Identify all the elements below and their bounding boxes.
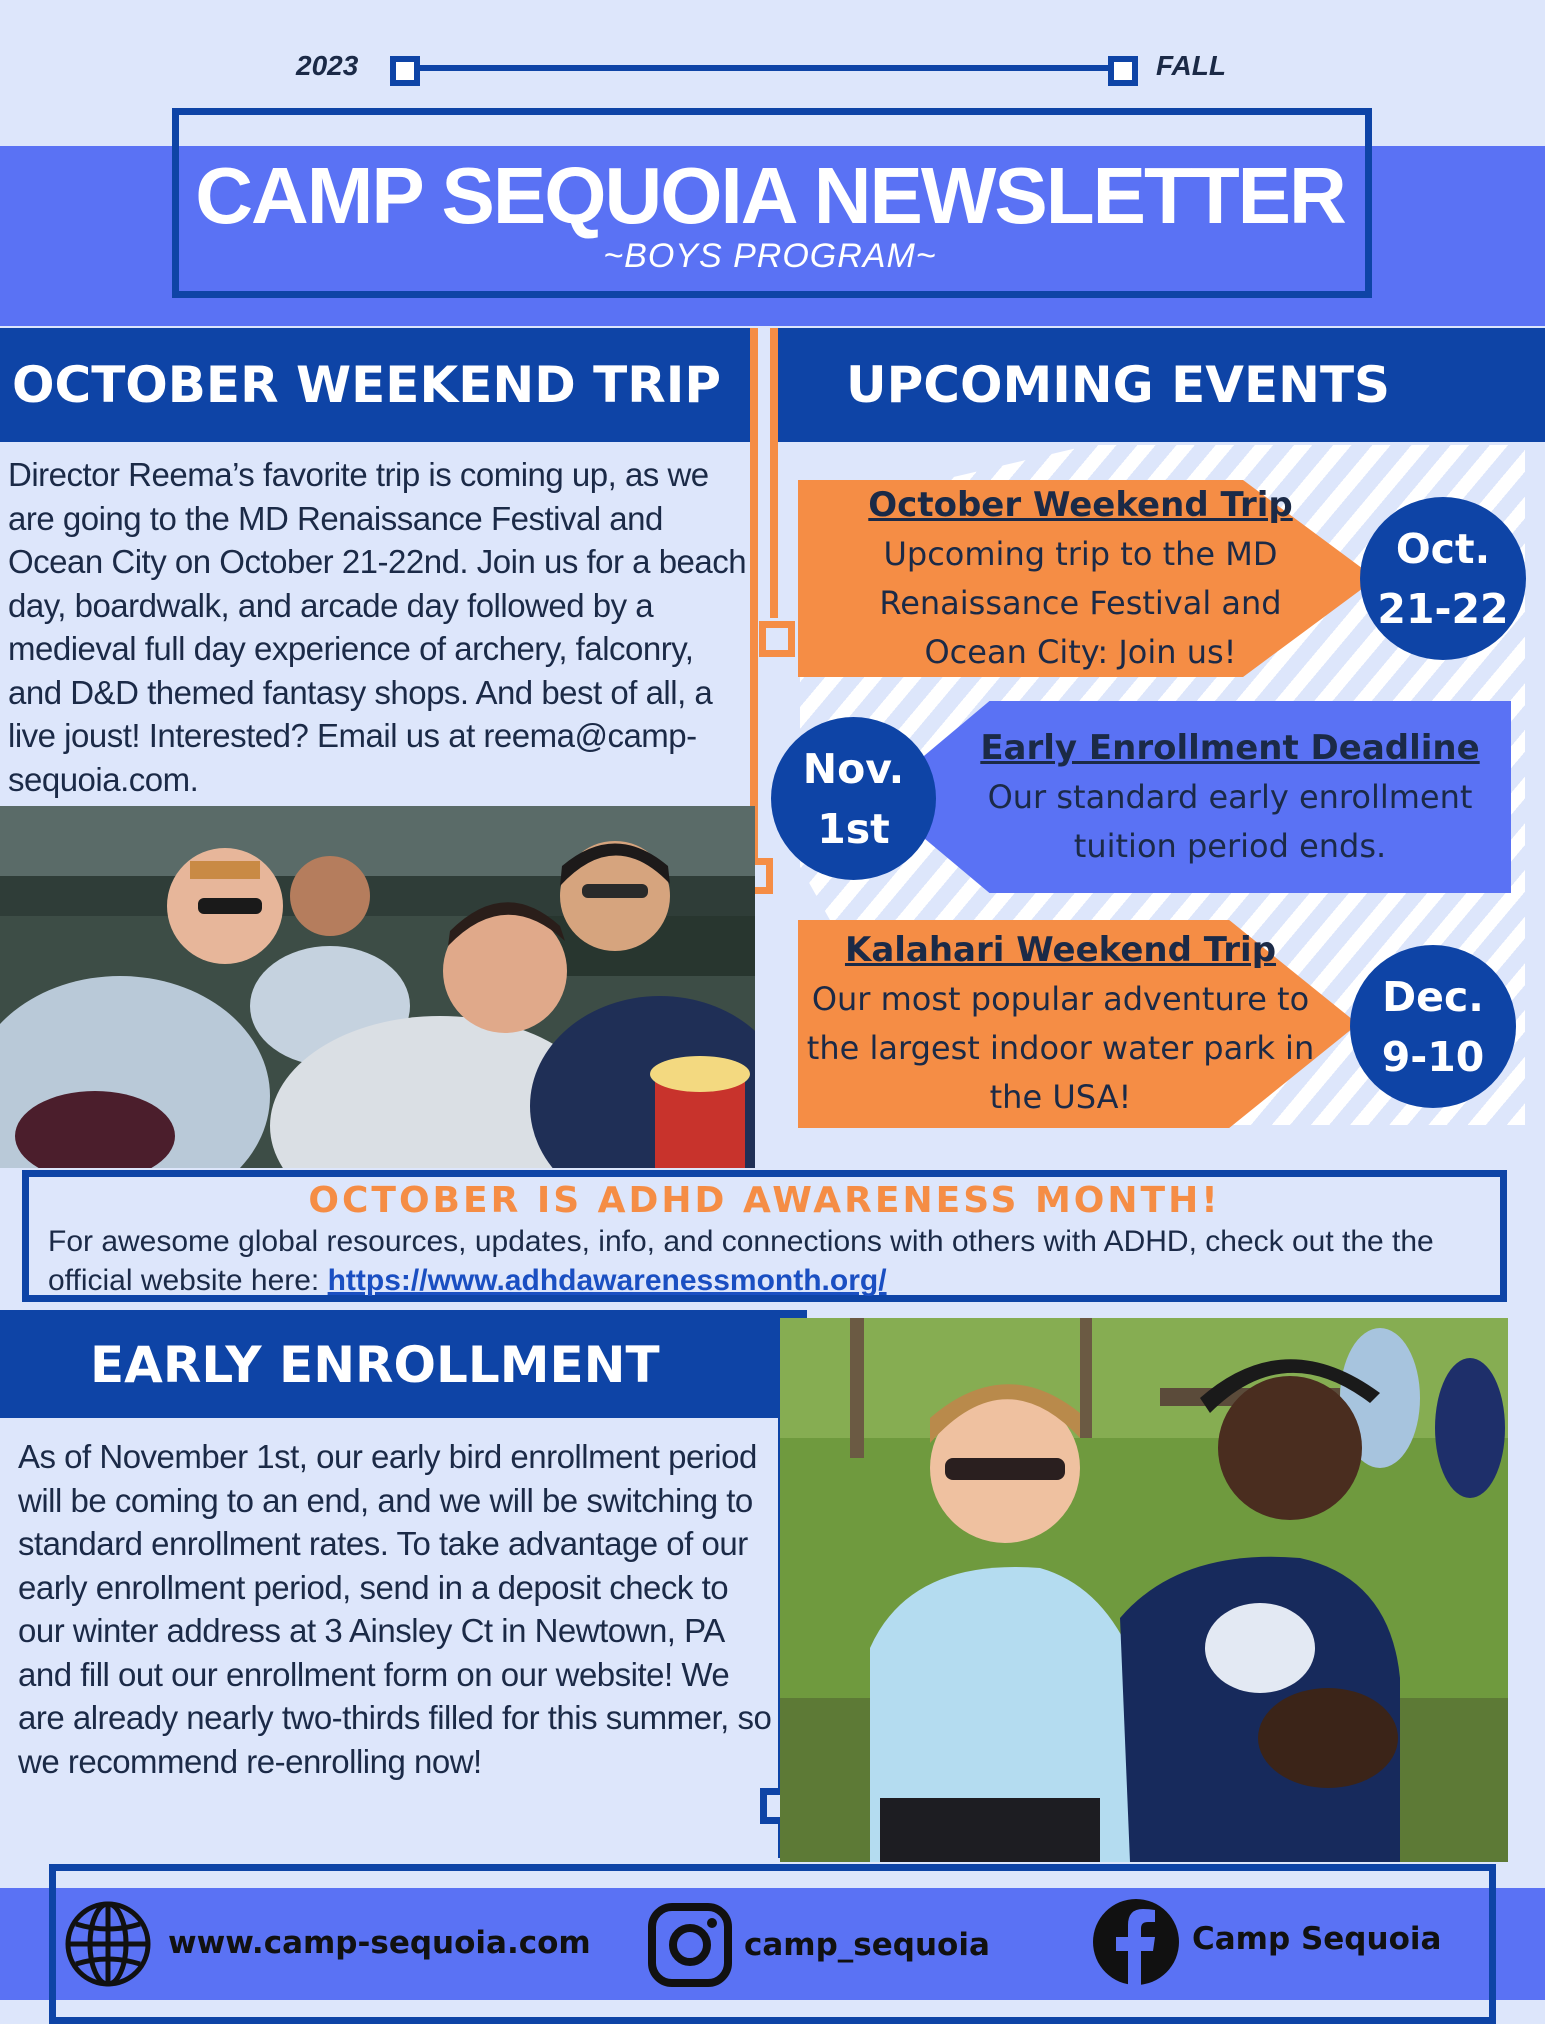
newsletter-title: CAMP SEQUOIA NEWSLETTER [195,151,1345,240]
event-desc-3: Our most popular adventure to the largest indoor water park in the USA! [806,980,1315,1116]
timeline-start-marker [390,56,420,86]
event-date-3-month: Dec. [1382,972,1484,1021]
connector-marker-1 [759,621,795,657]
divider-line-right [770,328,778,618]
campers-park-photo-graphic [780,1318,1508,1862]
adhd-body [48,1222,1478,1300]
event-date-1-month: Oct. [1395,524,1491,573]
event-date-1 [1360,497,1526,660]
instagram-icon [648,1903,732,1987]
upcoming-events-bar [778,328,1545,442]
season-label: FALL [1156,50,1226,81]
divider-line-left [750,328,758,868]
enrollment-heading: EARLY ENROLLMENT [90,1336,660,1394]
event-title-2: Early Enrollment Deadline [980,727,1480,768]
event-date-2-day: 1st [817,804,890,853]
facebook-icon-graphic [1093,1899,1179,1985]
adhd-heading: OCTOBER IS ADHD AWARENESS MONTH! [308,1180,1221,1221]
instagram-handle[interactable]: camp_sequoia [744,1927,990,1963]
campers-park-photo [780,1318,1508,1862]
facebook-icon [1093,1899,1179,1985]
event-date-3 [1350,945,1516,1108]
enrollment-bar [0,1310,807,1418]
globe-icon [64,1900,152,1988]
event-desc-2: Our standard early enrollment tuition period ends. [987,777,1473,865]
timeline-line [420,65,1110,71]
instagram-icon-graphic [648,1903,732,1987]
campers-stadium-photo-graphic [0,806,755,1168]
event-date-2 [771,717,936,880]
timeline-end-marker [1108,56,1138,86]
adhd-body-text: For awesome global resources, updates, info, and connections with others with ADHD, check out the the official website here: [48,1225,1434,1297]
event-date-3-day: 9-10 [1381,1032,1485,1081]
event-date-2-month: Nov. [802,744,905,793]
event-title-3: Kalahari Weekend Trip [844,930,1277,970]
event-date-1-day: 21-22 [1377,584,1509,633]
enrollment-body: As of November 1st, our early bird enrollment period will be coming to an end, and we will be switching to standard enrollment rates. To take advantage of our early enrollment period, send in a deposit check to our winter address at 3 Ainsley Ct in Newtown, PA and fill out our enrollment form on our website! We are already nearly two-thirds filled for this summer, so we recommend re-enrolling now! [18,1438,772,1780]
event-card-1[interactable] [798,480,1363,677]
website-link[interactable]: www.camp-sequoia.com [168,1925,591,1961]
october-trip-heading: OCTOBER WEEKEND TRIP [12,356,721,414]
adhd-website-link[interactable]: https://www.adhdawarenessmonth.org/ [327,1264,887,1297]
newsletter-subtitle: ~BOYS PROGRAM~ [603,237,937,275]
campers-stadium-photo [0,806,755,1168]
event-card-2[interactable] [950,701,1510,893]
upcoming-events-heading: UPCOMING EVENTS [846,356,1391,414]
event-card-3[interactable] [798,920,1323,1128]
october-trip-bar [0,328,750,442]
event-title-1: October Weekend Trip [868,484,1293,525]
event-desc-1: Upcoming trip to the MD Renaissance Festival and Ocean City: Join us! [879,534,1282,671]
facebook-page[interactable]: Camp Sequoia [1192,1921,1442,1957]
globe-icon-graphic [64,1900,152,1988]
year-label: 2023 [296,50,359,81]
october-trip-body: Director Reema’s favorite trip is coming up, as we are going to the MD Renaissance Festival and Ocean City on October 21-22nd. Join us for a beach day, boardwalk, and arcade day followed by a medieval full day experience of archery, falconry, and D&D themed fantasy shops. And best of all, a live joust! Interested? Email us at reema@camp-sequoia.com. [8,456,747,798]
